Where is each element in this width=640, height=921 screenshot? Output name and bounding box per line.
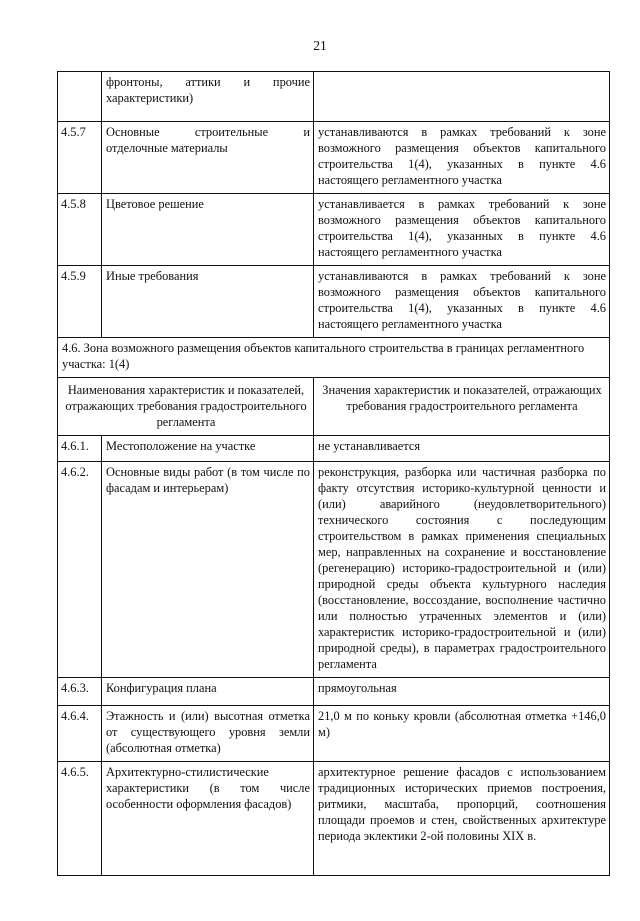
- row-name: Иные требования: [102, 266, 314, 338]
- row-value: [314, 72, 610, 122]
- row-number: 4.6.3.: [58, 678, 102, 706]
- page-number: 21: [313, 38, 327, 53]
- table-row: [58, 762, 610, 876]
- table-row: [58, 194, 610, 266]
- table-row: [58, 266, 610, 338]
- row-name: Этажность и (или) высотная отметка от существующего уровня земли (абсолютная отметка): [102, 706, 314, 762]
- row-name: Цветовое решение: [102, 194, 314, 266]
- row-number: 4.6.5.: [58, 762, 102, 876]
- table-row: [58, 706, 610, 762]
- table-row: [58, 122, 610, 194]
- section-title: 4.6. Зона возможного размещения объектов капитального строительства в границах регламентного участка: 1(4): [58, 338, 610, 378]
- regulation-table: [57, 71, 610, 876]
- row-name: фронтоны, аттики и прочие характеристики): [102, 72, 314, 122]
- row-number: 4.6.2.: [58, 462, 102, 678]
- row-name: Конфигурация плана: [102, 678, 314, 706]
- row-name: Основные виды работ (в том числе по фасадам и интерьерам): [102, 462, 314, 678]
- table-header-row: [58, 378, 610, 436]
- row-value: не устанавливается: [314, 436, 610, 462]
- row-name: Местоположение на участке: [102, 436, 314, 462]
- header-values: Значения характеристик и показателей, отражающих требования градостроительного регламента: [314, 378, 610, 436]
- row-value: устанавливаются в рамках требований к зоне возможного размещения объектов капитального строительства 1(4), указанных в пункте 4.6 настоящего регламентного участка: [314, 122, 610, 194]
- row-number: [58, 72, 102, 122]
- row-value: прямоугольная: [314, 678, 610, 706]
- header-characteristics: Наименования характеристик и показателей, отражающих требования градостроительного регламента: [58, 378, 314, 436]
- row-number: 4.5.7: [58, 122, 102, 194]
- row-number: 4.5.9: [58, 266, 102, 338]
- row-value: устанавливаются в рамках требований к зоне возможного размещения объектов капитального строительства 1(4), указанных в пункте 4.6 настоящего регламентного участка: [314, 266, 610, 338]
- row-value: реконструкция, разборка или частичная разборка по факту отсутствия историко-культурной ценности и (или) аварийного (неудовлетворительного) технического состояния с последующим строительством в рамках применения специальных мер, направленных на сохранение и восстановление (регенерацию) историко-градостроительной и (или) природной среды объекта культурного наследия (восстановление, воссоздание, восполнение частично или полностью утраченных элементов и (или) характеристик историко-градостроительной и (или) природной среды), в параметрах градостроительного регламента: [314, 462, 610, 678]
- row-number: 4.6.1.: [58, 436, 102, 462]
- row-number: 4.5.8: [58, 194, 102, 266]
- row-name: Основные строительные и отделочные материалы: [102, 122, 314, 194]
- table-row: [58, 678, 610, 706]
- row-name: Архитектурно-стилистические характеристики (в том числе особенности оформления фасадов): [102, 762, 314, 876]
- row-value: устанавливается в рамках требований к зоне возможного размещения объектов капитального строительства 1(4), указанных в пункте 4.6 настоящего регламентного участка: [314, 194, 610, 266]
- section-title-row: [58, 338, 610, 378]
- row-value: архитектурное решение фасадов с использованием традиционных исторических приемов построения, ритмики, масштаба, пропорций, соотношения площади проемов и стен, свойственных архитектуре периода эклектики 2-ой половины XIX в.: [314, 762, 610, 876]
- row-number: 4.6.4.: [58, 706, 102, 762]
- table-row: [58, 436, 610, 462]
- table-row: [58, 72, 610, 122]
- row-value: 21,0 м по коньку кровли (абсолютная отметка +146,0 м): [314, 706, 610, 762]
- table-row: [58, 462, 610, 678]
